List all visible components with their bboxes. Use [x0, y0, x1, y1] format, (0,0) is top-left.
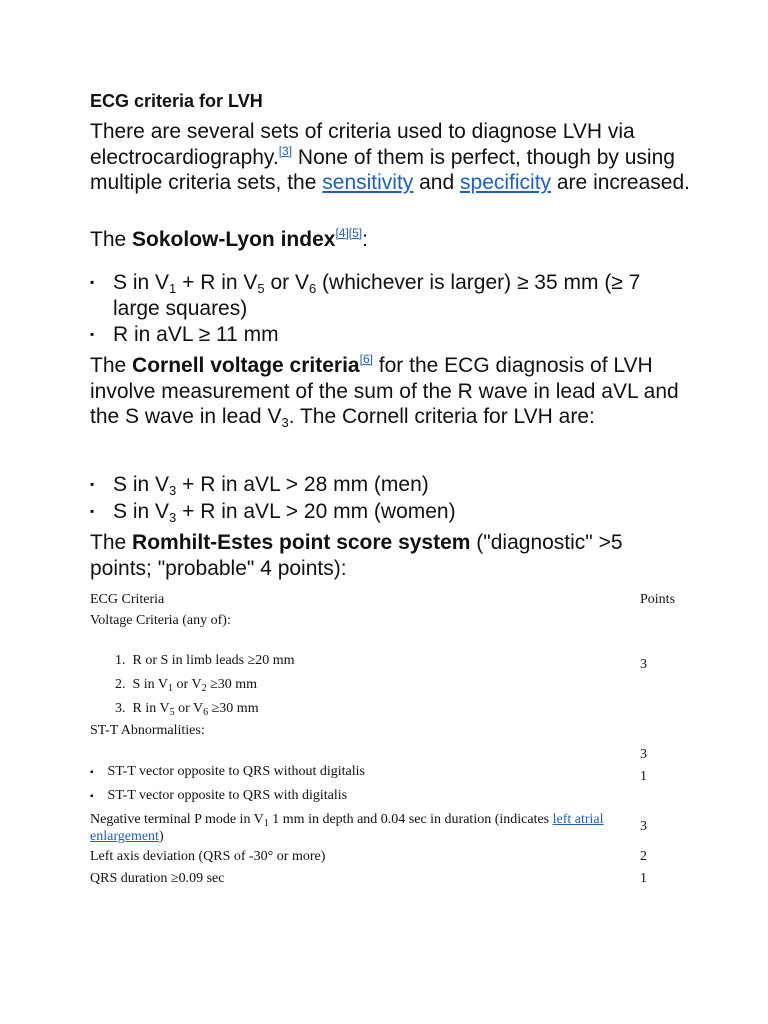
voltage-points: 3 [640, 657, 647, 672]
lad-points: 2 [640, 849, 647, 864]
list-item: ▪ S in $V_3 + R$ in aVL > 20 mm (women) [90, 499, 456, 525]
intro-paragraph: There are several sets of criteria used to diagnose LVH via electrocardiography.[3] None of them is perfect, though by using multiple criteria sets, the sensitivity and specificity are increased. [90, 120, 690, 194]
stt-points: 3 [640, 747, 647, 762]
sokolow-paragraph: The Sokolow-Lyon index[4][5]: [90, 226, 368, 251]
cornell-criteria-list [90, 472, 690, 525]
voltage-criteria-header: Voltage Criteria (any of): [90, 613, 231, 628]
table-header-points: Points [640, 592, 676, 607]
romhilt-paragraph: The Romhilt-Estes point score system ("diagnostic" >5 points; "probable" 4 points): [90, 531, 623, 580]
table-row: 1. R or S in limb leads ≥20 mm [115, 653, 295, 668]
citation-link[interactable]: [3] [278, 143, 293, 158]
table-row: Left axis deviation (QRS of -30° or more) [90, 849, 326, 864]
citation-link[interactable]: [4][5] [335, 226, 363, 240]
table-header-criteria: ECG Criteria [90, 592, 165, 607]
sokolow-criteria-list [90, 270, 690, 349]
bullet-icon: ▪ [90, 477, 95, 491]
table-row: Negative terminal P mode in $V_1$ 1 mm in depth and 0.04 sec in duration (indicates left atrial enlargement) [90, 812, 604, 844]
bullet-icon: ▪ [90, 791, 94, 802]
stt-abnormalities-header: ST-T Abnormalities: [90, 723, 205, 738]
table-row: ▪ ST-T vector opposite to QRS with digitalis [90, 788, 348, 803]
table-row: ▪ ST-T vector opposite to QRS without digitalis [90, 764, 365, 779]
sensitivity-link[interactable]: sensitivity [322, 171, 414, 194]
bullet-icon: ▪ [90, 327, 95, 341]
list-item: ▪ S in $V_3 + R$ in aVL > 28 mm (men) [90, 473, 429, 498]
section-heading: ECG criteria for LVH [90, 91, 263, 111]
bullet-icon: ▪ [90, 767, 94, 778]
table-row: 2. S in $V_1$ or $V_2 \ge 30$ mm [115, 677, 258, 694]
bullet-icon: ▪ [90, 275, 95, 289]
cornell-paragraph: The Cornell voltage criteria[6] for the ECG diagnosis of LVH involve measurement of the sum of the R wave in lead aVL and the S wave in lead $V_3$. The Cornell criteria for LVH are: [90, 352, 679, 430]
list-item: ▪ R in aVL ≥ 11 mm [90, 323, 279, 346]
citation-link[interactable]: [6] [359, 352, 373, 366]
stt-points: 1 [640, 769, 647, 784]
list-item: ▪ S in $V_1 + R$ in $V_5$ or $V_6$ (whichever is larger) ≥ 35 mm (≥ 7 large squares) [90, 271, 641, 320]
table-row: 3. R in $V_5$ or $V_6 \ge 30$ mm [115, 701, 259, 718]
p-mode-points: 3 [640, 819, 647, 834]
qrs-points: 1 [640, 871, 647, 886]
specificity-link[interactable]: specificity [460, 171, 552, 194]
table-row: QRS duration ≥0.09 sec [90, 871, 225, 886]
left-atrial-enlargement-link[interactable]: left atrial enlargement [90, 812, 604, 844]
bullet-icon: ▪ [90, 503, 95, 518]
